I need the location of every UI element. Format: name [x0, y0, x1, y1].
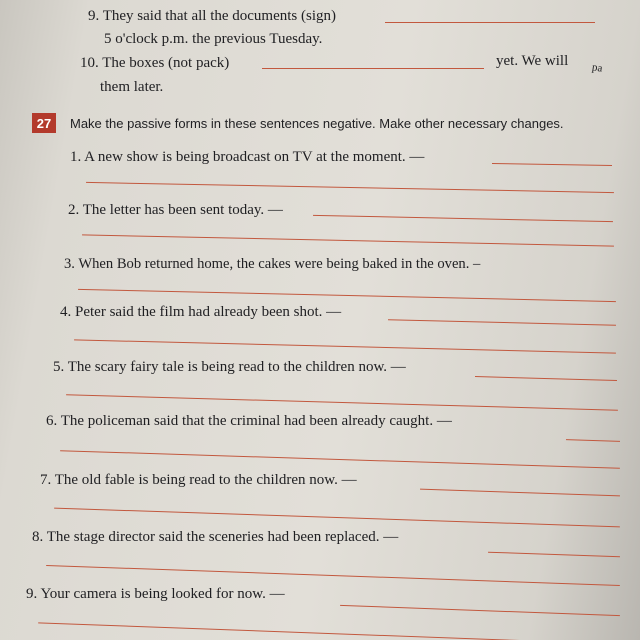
answer-line[interactable]: [475, 376, 617, 381]
item-10-edge-text: pa: [591, 61, 604, 75]
sentence-2: 2. The letter has been sent today. —: [68, 202, 283, 218]
answer-line[interactable]: [566, 439, 620, 442]
item-10-continuation: them later.: [100, 79, 164, 95]
sentence-1: 1. A new show is being broadcast on TV at the moment. —: [70, 149, 425, 165]
item-10-text: 10. The boxes (not pack): [80, 55, 230, 71]
answer-line[interactable]: [74, 339, 616, 353]
sentence-9: 9. Your camera is being looked for now. —: [26, 586, 285, 602]
exercise-number-badge: 27: [32, 113, 56, 133]
answer-line[interactable]: [78, 289, 616, 302]
answer-line[interactable]: [82, 234, 614, 246]
answer-line[interactable]: [420, 489, 620, 497]
item-9-text: 9. They said that all the documents (sign): [88, 8, 337, 24]
answer-line[interactable]: [54, 508, 620, 528]
answer-line[interactable]: [66, 394, 618, 410]
item-9-continuation: 5 o'clock p.m. the previous Tuesday.: [104, 31, 323, 47]
sentence-7: 7. The old fable is being read to the children now. —: [40, 472, 357, 488]
answer-line[interactable]: [488, 552, 620, 558]
sentence-6: 6. The policeman said that the criminal had been already caught. —: [46, 413, 452, 429]
answer-line[interactable]: [313, 215, 613, 222]
answer-line[interactable]: [46, 565, 620, 586]
exercise-instruction: Make the passive forms in these sentences negative. Make other necessary changes.: [70, 116, 564, 131]
sentence-5: 5. The scary fairy tale is being read to the children now. —: [53, 359, 406, 375]
answer-line[interactable]: [340, 605, 620, 616]
item-10-right-text: yet. We will: [496, 53, 569, 69]
sentence-3: 3. When Bob returned home, the cakes were being baked in the oven. –: [64, 256, 481, 272]
answer-line[interactable]: [60, 450, 620, 469]
answer-line[interactable]: [262, 68, 484, 69]
sentence-4: 4. Peter said the film had already been shot. —: [60, 304, 342, 320]
answer-line[interactable]: [86, 182, 614, 193]
sentence-8: 8. The stage director said the sceneries had been replaced. —: [32, 529, 399, 545]
answer-line[interactable]: [385, 22, 595, 23]
answer-line[interactable]: [388, 319, 616, 326]
answer-line[interactable]: [492, 163, 612, 166]
answer-line[interactable]: [38, 622, 620, 640]
